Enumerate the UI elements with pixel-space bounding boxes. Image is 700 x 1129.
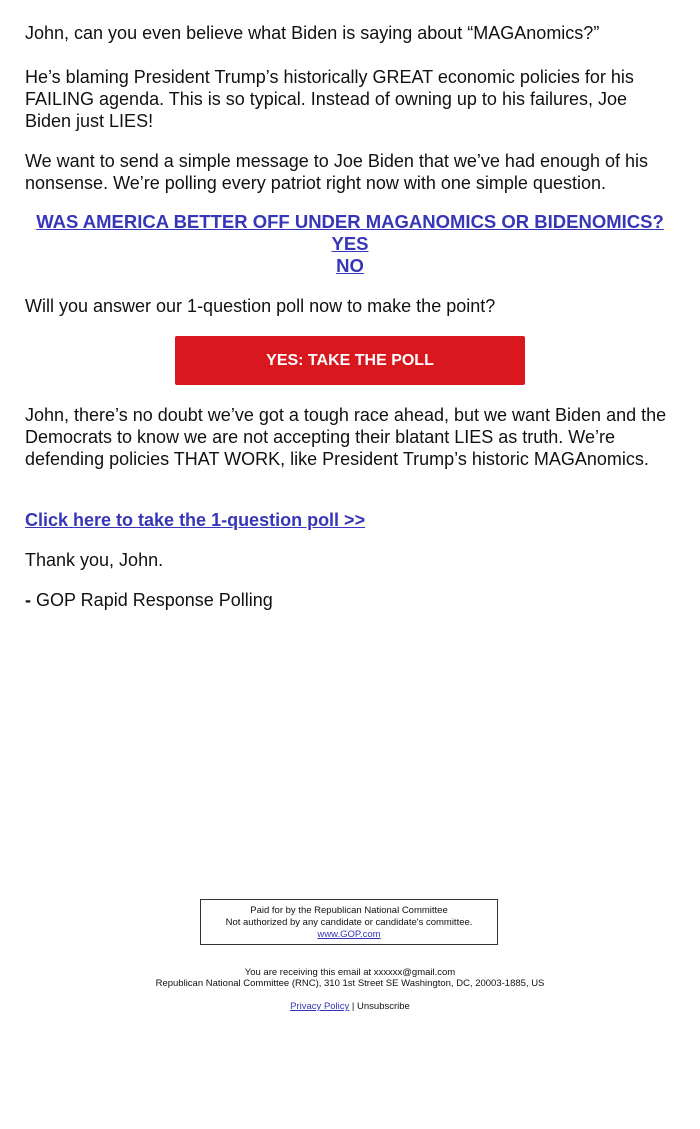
footer-separator: | <box>349 1001 358 1012</box>
poll-yes-link[interactable]: YES <box>331 233 369 254</box>
footer <box>0 967 700 989</box>
footer-receiving-line: You are receiving this email at xxxxxx@gmail.com <box>244 967 456 978</box>
signature <box>25 589 675 611</box>
poll-question-block <box>25 211 675 277</box>
paragraph-thanks: Thank you, John. <box>25 550 164 570</box>
gop-website-link[interactable]: www.GOP.com <box>317 929 381 940</box>
footer-address-line: Republican National Committee (RNC), 310 1st Street SE Washington, DC, 20003-1885, US <box>155 978 545 989</box>
footer-links <box>0 1001 700 1012</box>
take-poll-button[interactable]: YES: TAKE THE POLL <box>175 336 525 385</box>
disclaimer-line-paid: Paid for by the Republican National Committee <box>250 905 448 916</box>
unsubscribe-link[interactable]: Unsubscribe <box>357 1001 410 1012</box>
paragraph-ask: Will you answer our 1-question poll now to make the point? <box>25 296 496 316</box>
paid-for-disclaimer <box>200 899 498 945</box>
take-poll-link[interactable]: Click here to take the 1-question poll >> <box>25 510 366 530</box>
privacy-policy-link[interactable]: Privacy Policy <box>290 1001 350 1012</box>
poll-no-link[interactable]: NO <box>336 255 364 276</box>
signature-dash: - <box>25 590 36 610</box>
disclaimer-line-authorized: Not authorized by any candidate or candidate's committee. <box>225 917 473 928</box>
signature-name: GOP Rapid Response Polling <box>36 590 273 610</box>
paragraph-message: We want to send a simple message to Joe Biden that we’ve had enough of his nonsense. We’re polling every patriot right now with one simple question. <box>25 151 649 193</box>
paragraph-blame: He’s blaming President Trump’s historically GREAT economic policies for his FAILING agenda. This is so typical. Instead of owning up to his failures, Joe Biden just LIES! <box>25 67 634 131</box>
poll-question-link[interactable]: WAS AMERICA BETTER OFF UNDER MAGANOMICS OR BIDENOMICS? <box>36 211 664 232</box>
paragraph-greeting: John, can you even believe what Biden is saying about “MAGAnomics?” <box>25 23 600 43</box>
paragraph-race: John, there’s no doubt we’ve got a tough race ahead, but we want Biden and the Democrats to know we are not accepting their blatant LIES as truth. We’re defending policies THAT WORK, like President Trump’s historic MAGAnomics. <box>25 405 667 469</box>
